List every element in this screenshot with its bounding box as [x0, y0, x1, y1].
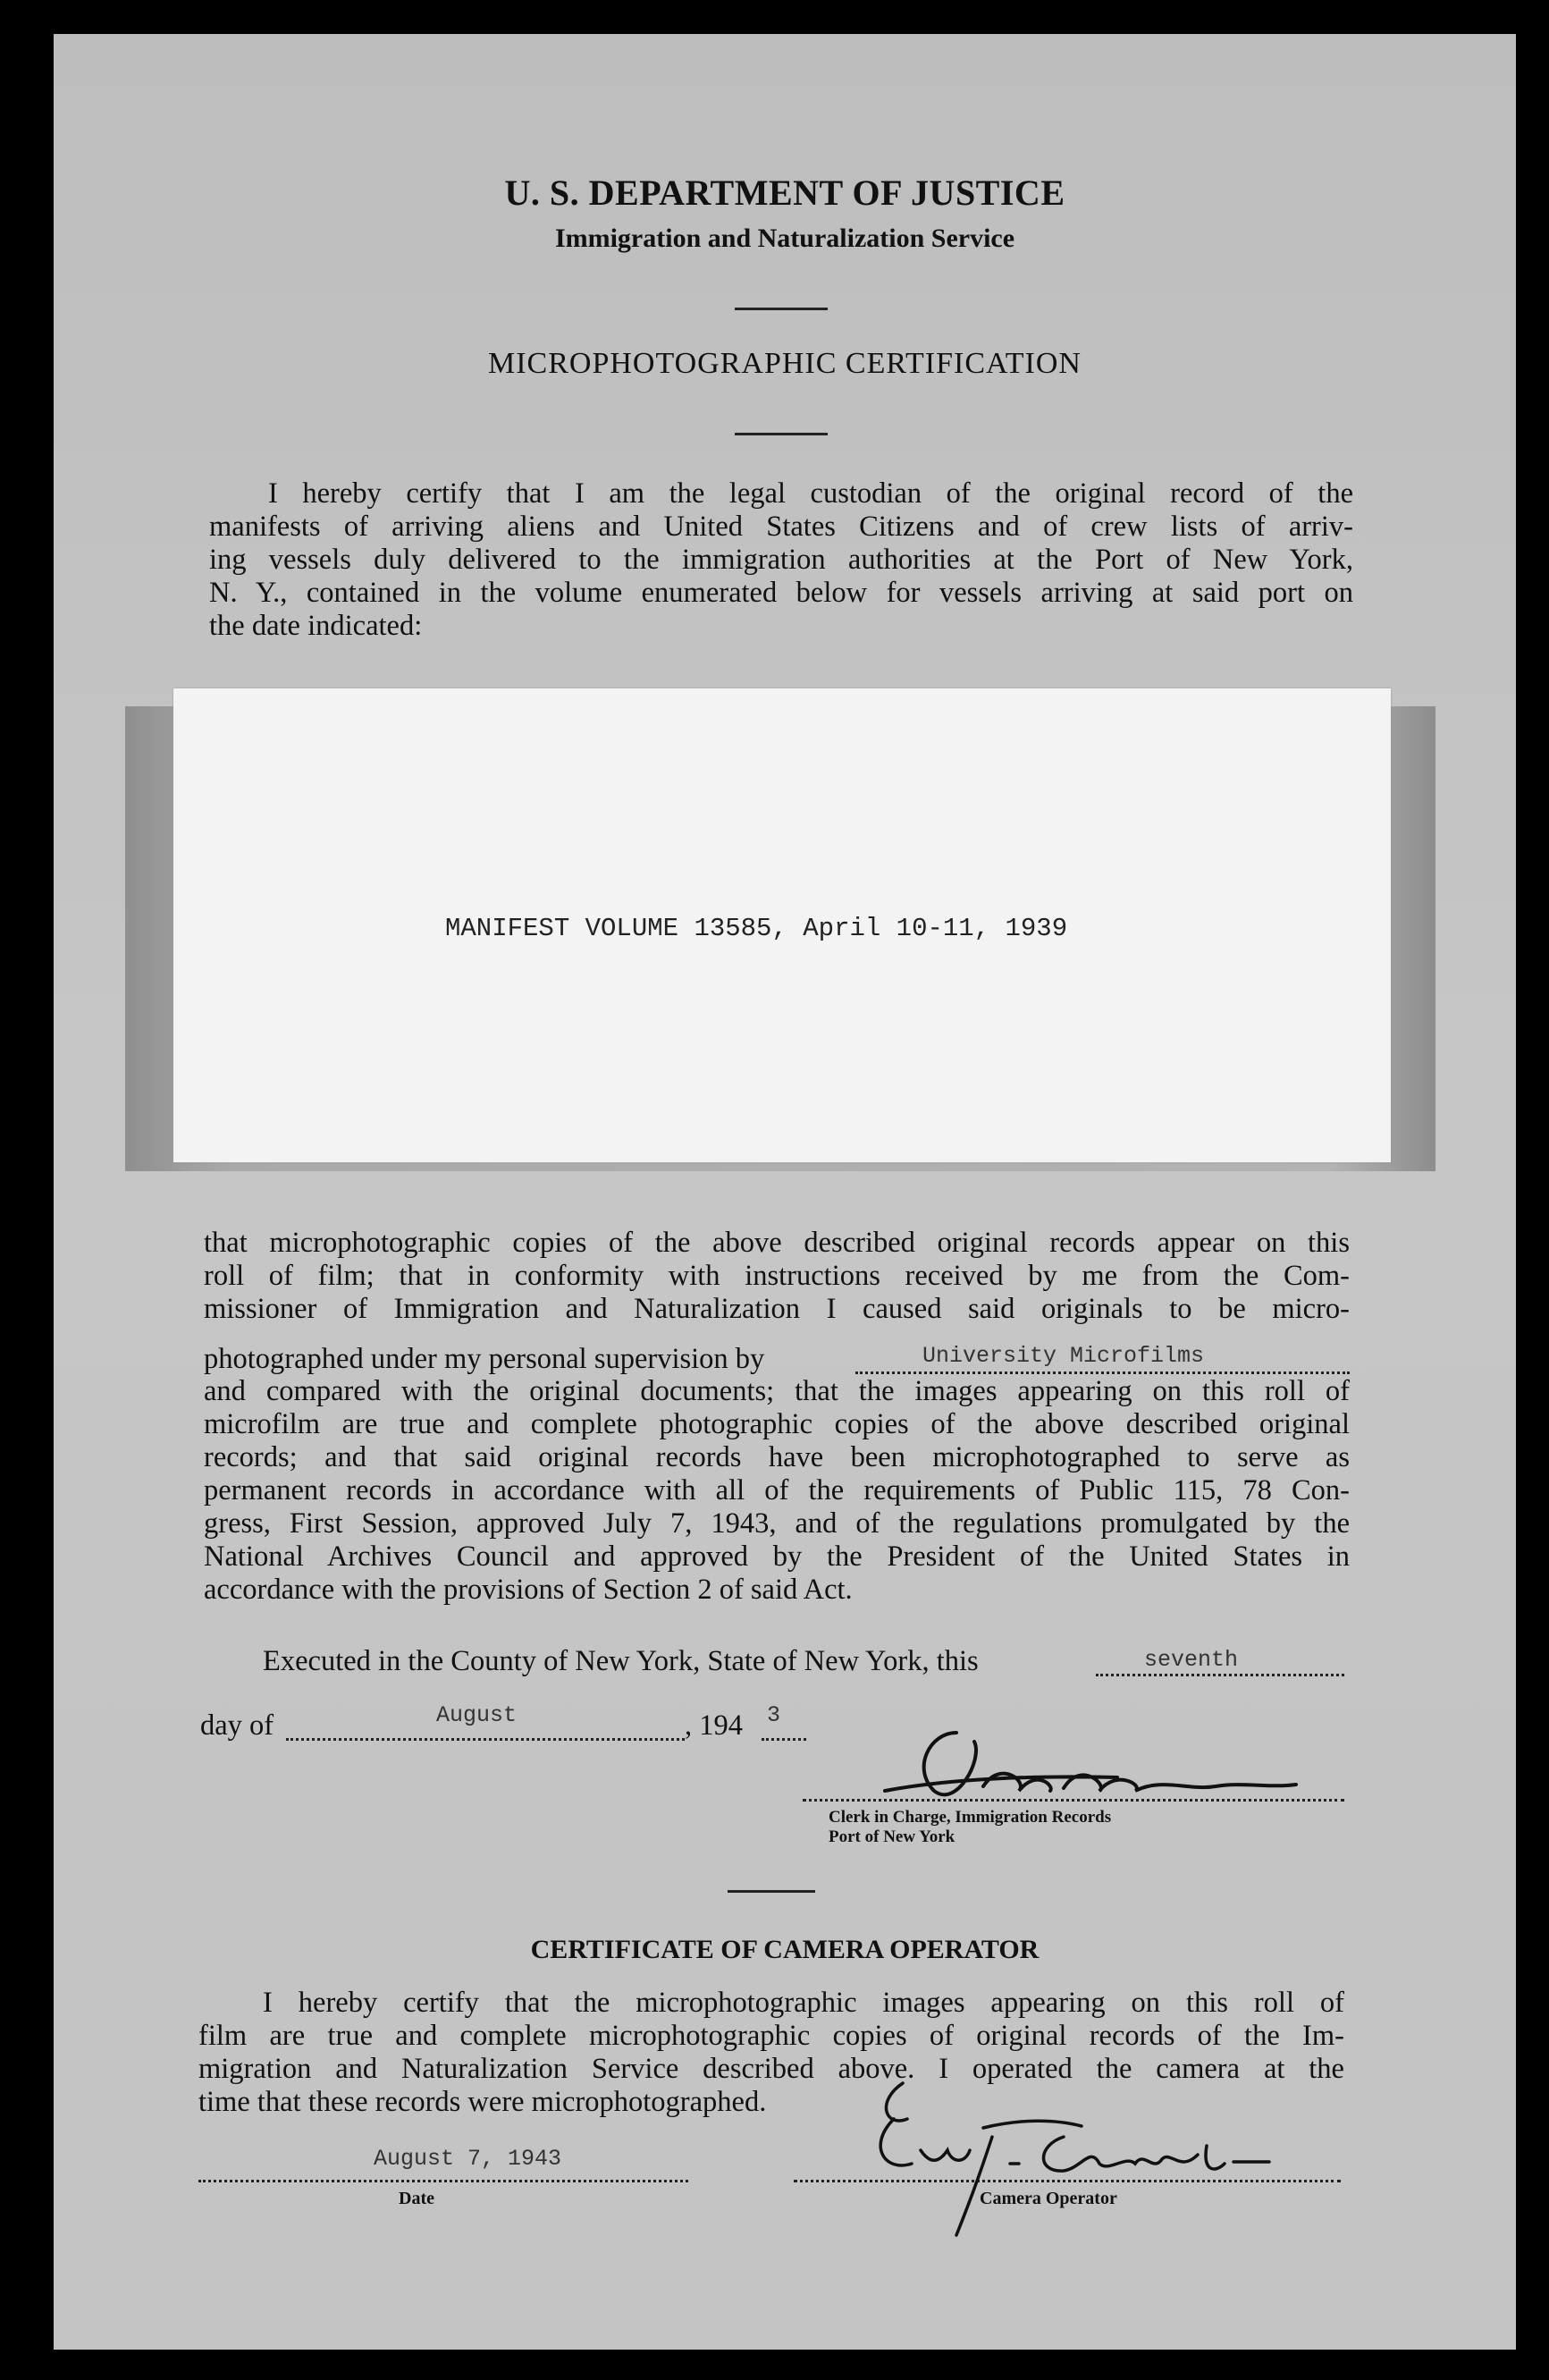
operator-label: Camera Operator	[980, 2189, 1117, 2208]
text-line: National Archives Council and approved by the President of the United States in	[204, 1540, 1350, 1573]
date-value: August 7, 1943	[374, 2146, 562, 2172]
text-line: permanent records in accordance with all of the requirements of Public 115, 78 Con-	[204, 1474, 1350, 1506]
text-line: the date indicated:	[209, 610, 423, 642]
text-line: I hereby certify that the microphotographic images appearing on this roll of	[263, 1987, 1344, 2019]
text-line: accordance with the provisions of Section 2 of said Act.	[204, 1574, 853, 1606]
clerk-title-line: Clerk in Charge, Immigration Records	[829, 1808, 1112, 1827]
text-line: roll of film; that in conformity with instructions received by me from the Com-	[204, 1260, 1350, 1292]
text-line: I hereby certify that I am the legal custodian of the original record of the	[268, 477, 1353, 510]
month-value: August	[436, 1702, 518, 1728]
department-heading: U. S. DEPARTMENT OF JUSTICE	[504, 173, 1065, 213]
text-line: N. Y., contained in the volume enumerated below for vessels arriving at said port on	[209, 577, 1353, 609]
text-line: manifests of arriving aliens and United States Citizens and of crew lists of arriv-	[209, 511, 1353, 543]
divider-rule	[735, 308, 828, 310]
date-fill-line	[198, 2180, 688, 2182]
text-line: migration and Naturalization Service described above. I operated the camera at the	[198, 2053, 1344, 2085]
text-line: time that these records were microphotographed.	[198, 2086, 767, 2118]
day-fill-line	[1096, 1674, 1344, 1676]
body-paragraph	[204, 1227, 1350, 1326]
clerk-title-line: Port of New York	[829, 1827, 955, 1846]
year-fill-line	[762, 1738, 806, 1741]
camera-operator-signature	[858, 2065, 1359, 2244]
divider-rule	[735, 433, 828, 435]
intro-paragraph	[209, 477, 1353, 643]
body-paragraph	[204, 1375, 1350, 1607]
text-line: and compared with the original documents; that the images appearing on this roll of	[204, 1375, 1350, 1407]
text-line: film are true and complete microphotographic copies of original records of the Im-	[198, 2020, 1344, 2052]
date-label: Date	[399, 2189, 434, 2208]
supervision-prefix: photographed under my personal supervision by	[204, 1343, 765, 1375]
company-fill-line	[855, 1371, 1350, 1374]
day-value: seventh	[1144, 1647, 1239, 1673]
text-line: missioner of Immigration and Naturalization I caused said originals to be micro-	[204, 1293, 1350, 1325]
day-of-label: day of	[200, 1709, 274, 1742]
text-line: gress, First Session, approved July 7, 1943, and of the regulations promulgated by the	[204, 1507, 1350, 1540]
clerk-signature	[849, 1706, 1332, 1813]
clerk-title	[829, 1808, 1111, 1847]
text-line: microfilm are true and complete photographic copies of the above described original	[204, 1408, 1350, 1440]
month-fill-line	[286, 1738, 685, 1741]
executed-prefix: Executed in the County of New York, State of New York, this	[263, 1645, 979, 1677]
volume-identifier: MANIFEST VOLUME 13585, April 10-11, 1939	[445, 914, 1068, 943]
year-value: 3	[767, 1702, 781, 1728]
text-line: records; and that said original records have been microphotographed to serve as	[204, 1441, 1350, 1473]
form-title: MICROPHOTOGRAPHIC CERTIFICATION	[487, 347, 1082, 380]
camera-certificate-title: CERTIFICATE OF CAMERA OPERATOR	[530, 1935, 1040, 1964]
text-line: that microphotographic copies of the above described original records appear on this	[204, 1227, 1350, 1259]
year-prefix: , 194	[685, 1709, 743, 1742]
divider-rule	[728, 1890, 815, 1893]
microfilm-company: University Microfilms	[922, 1343, 1205, 1369]
text-line: ing vessels duly delivered to the immigration authorities at the Port of New York,	[209, 544, 1353, 576]
service-subheading: Immigration and Naturalization Service	[554, 224, 1015, 253]
